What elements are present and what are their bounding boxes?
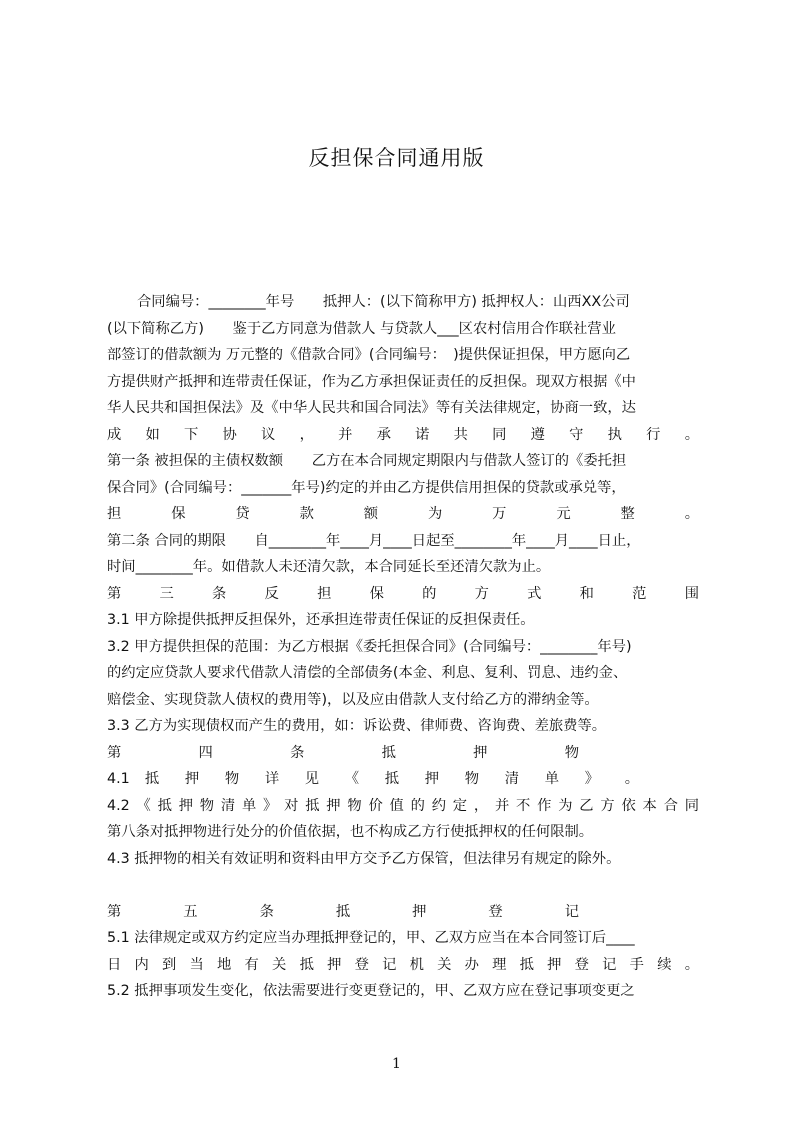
- clause-4-2: 4.2《抵押物清单》对抵押物价值的约定，并不作为乙方依本合同: [107, 797, 699, 814]
- paragraph-line: 保合同》(合同编号：_______年号)约定的并由乙方提供信用担保的贷款或承兑等，: [107, 479, 626, 496]
- paragraph-line: 方提供财产抵押和连带责任保证，作为乙方承担保证责任的反担保。现双方根据《中: [107, 373, 636, 390]
- document-title: 反担保合同通用版: [308, 146, 485, 170]
- paragraph-line: 合同编号：________年号 抵押人：(以下简称甲方) 抵押权人：山西XX公司: [137, 294, 630, 310]
- clause-3-3: 3.3 乙方为实现债权而产生的费用，如：诉讼费、律师费、咨询费、差旅费等。: [107, 718, 607, 734]
- blank-line: [107, 872, 699, 899]
- clause-3-1: 3.1 甲方除提供抵押反担保外，还承担连带责任保证的反担保责任。: [107, 612, 535, 628]
- paragraph-line: 华人民共和国担保法》及《中华人民共和国合同法》等有关法律规定，协商一致，达: [107, 400, 636, 416]
- clause-5-2: 5.2 抵押事项发生变化，依法需要进行变更登记的，甲、乙双方应在登记事项变更之: [107, 983, 635, 999]
- page-number: 1: [392, 1056, 401, 1072]
- clause-3-2: 3.2 甲方提供担保的范围：为乙方根据《委托担保合同》(合同编号：________年号): [107, 638, 632, 655]
- clause-4-1: 4.1 抵 押 物 详 见 《 抵 押 物 清 单 》 。: [107, 771, 639, 787]
- paragraph-line: 赔偿金、实现贷款人债权的费用等)，以及应由借款人支付给乙方的滞纳金等。: [107, 691, 599, 708]
- section-heading-3: 第 三 条 反 担 保 的 方 式 和 范 围: [107, 585, 699, 602]
- paragraph-line: 的约定应贷款人要求代借款人清偿的全部债务(本金、利息、复利、罚息、违约金、: [107, 665, 628, 681]
- section-heading-5: 第 五 条 抵 押 登 记: [107, 903, 579, 920]
- paragraph-line: 时间________年。如借款人未还清欠款，本合同延长至还清欠款为止。: [107, 559, 551, 575]
- paragraph-line: 第八条对抵押物进行处分的价值依据，也不构成乙方行使抵押权的任何限制。: [107, 824, 594, 840]
- contract-body: [107, 289, 699, 1005]
- paragraph-line: (以下简称乙方) 鉴于乙方同意为借款人 与贷款人___区农村信用合作联社营业: [107, 320, 616, 337]
- paragraph-line: 日 内 到 当 地 有 关 抵 押 登 记 机 关 办 理 抵 押 登 记 手 续 。: [107, 956, 699, 973]
- section-heading-2: 第二条 合同的期限 自________年____月____日起至________年____月____日止，: [107, 532, 641, 549]
- paragraph-line: 成 如 下 协 议 ， 并 承 诺 共 同 遵 守 执 行 。: [107, 426, 699, 443]
- section-heading-4: 第 四 条 抵 押 物: [107, 744, 579, 761]
- paragraph-line: 部签订的借款额为 万元整的《借款合同》(合同编号： )提供保证担保，甲方愿向乙: [107, 347, 631, 363]
- section-heading-1: 第一条 被担保的主债权数额 乙方在本合同规定期限内与借款人签订的《委托担: [107, 453, 627, 469]
- paragraph-line: 担 保 贷 款 额 为 万 元 整 。: [107, 506, 699, 522]
- clause-4-3: 4.3 抵押物的相关有效证明和资料由甲方交予乙方保管，但法律另有规定的除外。: [107, 850, 621, 867]
- clause-5-1: 5.1 法律规定或双方约定应当办理抵押登记的，甲、乙双方应当在本合同签订后____: [107, 930, 635, 946]
